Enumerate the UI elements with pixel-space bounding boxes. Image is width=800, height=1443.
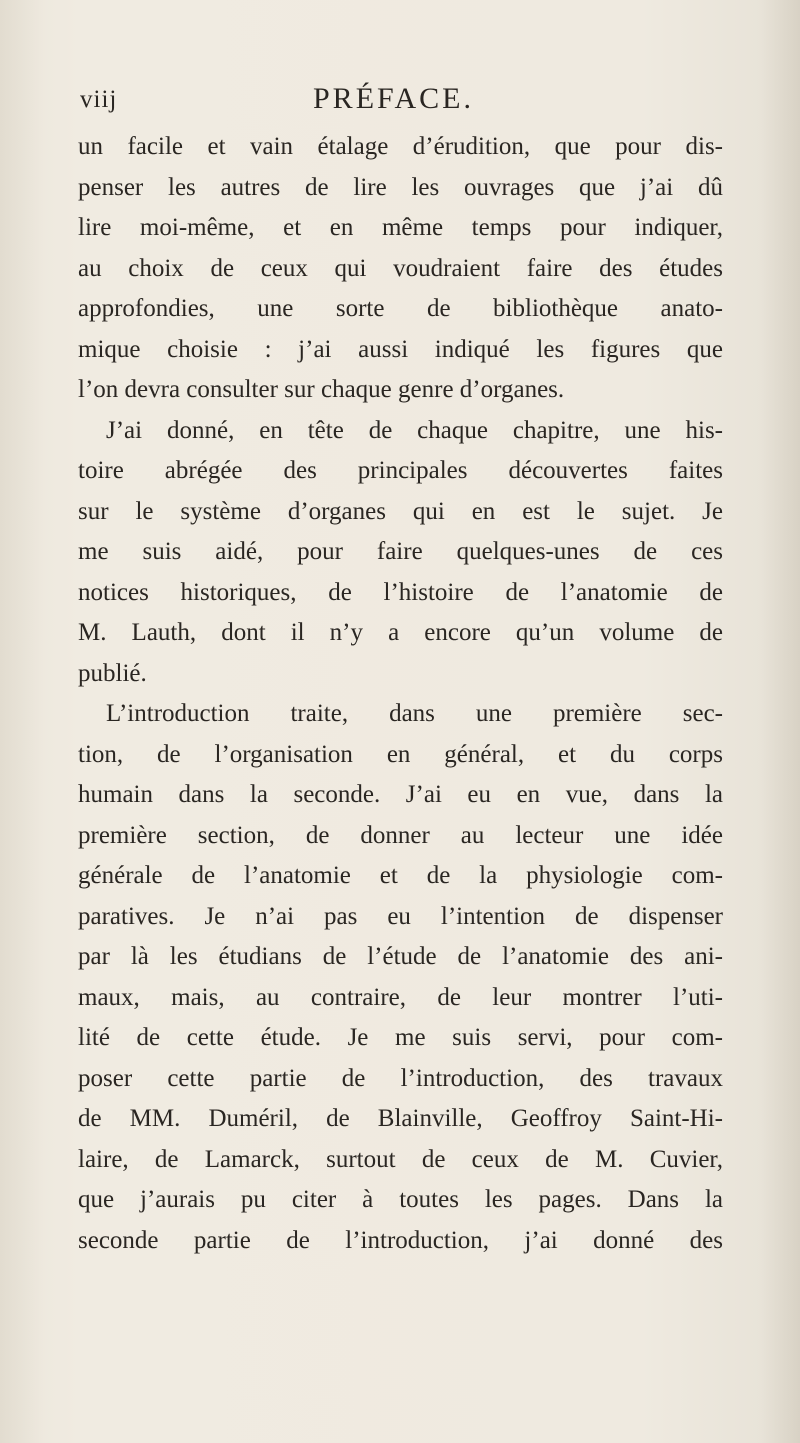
text-line: notices historiques, de l’histoire de l’anatomie de (78, 578, 723, 606)
text-line: poser cette partie de l’introduction, des travaux (78, 1064, 723, 1092)
text-line: lire moi-même, et en même temps pour indiquer, (78, 214, 723, 241)
text-line: publié. (78, 659, 147, 687)
text-line: que j’aurais pu citer à toutes les pages. Dans la (78, 1186, 723, 1213)
text-line: un facile et vain étalage d’érudition, que pour dis- (78, 133, 723, 160)
text-line: tion, de l’organisation en général, et du corps (78, 740, 723, 768)
page-number: viij (80, 86, 118, 113)
text-line: au choix de ceux qui voudraient faire des études (78, 254, 723, 282)
text-line: mique choisie : j’ai aussi indiqué les figures que (78, 335, 723, 363)
text-line: toire abrégée des principales découvertes faites (78, 457, 723, 484)
body-text (78, 127, 723, 1261)
text-line: l’on devra consulter sur chaque genre d’organes. (78, 376, 565, 403)
text-line: première section, de donner au lecteur une idée (78, 821, 723, 849)
text-line: lité de cette étude. Je me suis servi, pour com- (78, 1024, 723, 1051)
paragraph-start-line: L’introduction traite, dans une première sec- (106, 700, 723, 727)
text-line: maux, mais, au contraire, de leur montrer l’uti- (78, 983, 723, 1011)
page-gutter-shadow (0, 0, 45, 1443)
page-header (80, 82, 720, 122)
text-line: penser les autres de lire les ouvrages que j’ai dû (78, 173, 723, 201)
text-line: générale de l’anatomie et de la physiologie com- (78, 862, 723, 889)
text-line: me suis aidé, pour faire quelques-unes de ces (78, 538, 723, 565)
text-line: paratives. Je n’ai pas eu l’intention de dispenser (78, 902, 723, 930)
text-line: par là les étudians de l’étude de l’anatomie des ani- (78, 943, 723, 970)
page-edge-shadow (760, 0, 800, 1443)
text-line: sur le système d’organes qui en est le sujet. Je (78, 497, 723, 525)
text-line: humain dans la seconde. J’ai eu en vue, dans la (78, 781, 723, 808)
text-line: seconde partie de l’introduction, j’ai donné des (78, 1226, 723, 1254)
text-line: M. Lauth, dont il n’y a encore qu’un volume de (78, 619, 723, 646)
running-title: PRÉFACE. (313, 82, 474, 115)
paragraph-start-line: J’ai donné, en tête de chaque chapitre, une his- (106, 416, 723, 444)
text-line: de MM. Duméril, de Blainville, Geoffroy Saint-Hi- (78, 1105, 723, 1132)
text-line: laire, de Lamarck, surtout de ceux de M. Cuvier, (78, 1145, 723, 1173)
text-line: approfondies, une sorte de bibliothèque anato- (78, 295, 723, 322)
